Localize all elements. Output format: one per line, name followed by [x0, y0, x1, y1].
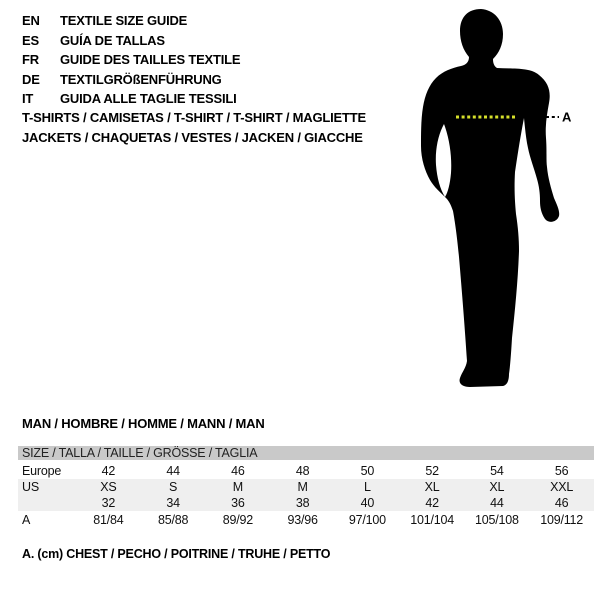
table-row-europe	[18, 461, 594, 479]
table-row-chest-a	[18, 511, 594, 529]
size-table-header-row	[18, 446, 594, 461]
lang-code: ES	[22, 32, 39, 48]
size-table	[18, 446, 594, 529]
table-cell: 109/112	[540, 513, 584, 527]
table-cell: M	[270, 479, 335, 495]
table-cell: 56	[554, 463, 569, 478]
lang-row-it	[22, 89, 240, 109]
table-row-us-letters	[18, 479, 594, 495]
table-cell: 36	[206, 495, 271, 511]
table-cell: 54	[490, 463, 504, 478]
row-label: Europe	[22, 463, 62, 478]
table-cell: 42	[400, 495, 465, 511]
row-label	[18, 495, 76, 511]
table-cell: 44	[465, 495, 530, 511]
row-label: US	[18, 479, 76, 495]
table-cell: 40	[335, 495, 400, 511]
table-cell: XS	[76, 479, 141, 495]
table-cell: XL	[400, 479, 465, 495]
size-table-header: SIZE / TALLA / TAILLE / GRÖSSE / TAGLIA	[18, 446, 594, 461]
table-cell: 93/96	[287, 513, 318, 527]
man-silhouette-graphic	[400, 0, 600, 400]
category-jackets: JACKETS / CHAQUETAS / VESTES / JACKEN / GIACCHE	[22, 130, 363, 145]
table-cell: 52	[425, 463, 439, 478]
lang-row-fr	[22, 50, 240, 70]
measurement-footnote: A. (cm) CHEST / PECHO / POITRINE / TRUHE / PETTO	[22, 547, 331, 561]
man-silhouette-figure	[400, 0, 600, 400]
lang-label: GUIDA ALLE TAGLIE TESSILI	[60, 91, 237, 107]
lang-label: TEXTILE SIZE GUIDE	[60, 13, 188, 29]
table-cell: 46	[529, 495, 594, 511]
table-cell: 38	[270, 495, 335, 511]
lang-row-en	[22, 11, 240, 31]
row-label: A	[22, 513, 31, 527]
table-cell: XXL	[529, 479, 594, 495]
lang-label: TEXTILGRÖßENFÜHRUNG	[60, 71, 222, 87]
garment-categories	[22, 108, 366, 148]
table-cell: 81/84	[93, 513, 124, 527]
table-cell: M	[206, 479, 271, 495]
language-title-list	[22, 11, 240, 109]
table-cell: 105/108	[474, 513, 519, 527]
lang-row-de	[22, 70, 240, 90]
lang-row-es	[22, 31, 240, 51]
lang-code: FR	[22, 52, 39, 68]
table-cell: S	[141, 479, 206, 495]
table-cell: 42	[101, 463, 116, 478]
table-cell: 101/104	[410, 513, 455, 527]
section-title-man: MAN / HOMBRE / HOMME / MANN / MAN	[22, 416, 265, 431]
table-cell: 85/88	[157, 513, 189, 527]
table-cell: 89/92	[222, 513, 254, 527]
lang-label: GUÍA DE TALLAS	[60, 32, 165, 48]
table-cell: XL	[465, 479, 530, 495]
table-cell: 32	[76, 495, 141, 511]
table-cell: L	[335, 479, 400, 495]
lang-code: DE	[22, 71, 40, 87]
table-cell: 44	[166, 463, 180, 478]
table-cell: 50	[360, 463, 375, 478]
lang-code: IT	[22, 91, 34, 107]
lang-code: EN	[22, 13, 40, 29]
table-cell: 46	[231, 463, 245, 478]
table-cell: 97/100	[348, 513, 386, 527]
category-tshirts: T-SHIRTS / CAMISETAS / T-SHIRT / T-SHIRT / MAGLIETTE	[22, 110, 366, 125]
man-silhouette-body	[421, 9, 559, 387]
lang-label: GUIDE DES TAILLES TEXTILE	[60, 52, 241, 68]
measure-label-a: A	[562, 109, 572, 125]
table-row-us-numbers	[18, 495, 594, 511]
table-cell: 34	[141, 495, 206, 511]
table-cell: 48	[295, 463, 310, 478]
